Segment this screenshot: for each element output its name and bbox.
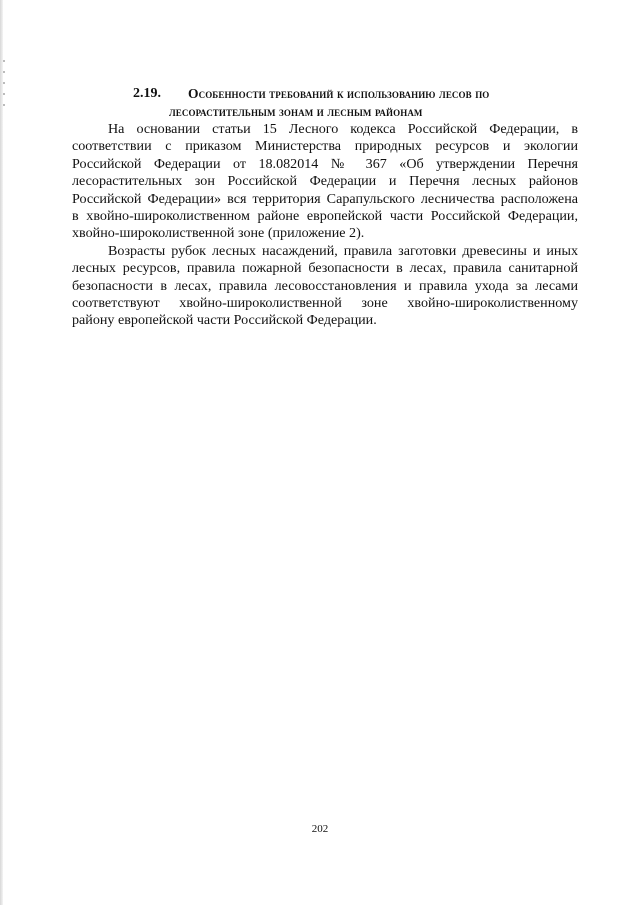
text-line: Российской Федерации от 18.082014 № 367 «Об утверждении Перечня <box>72 155 578 172</box>
scan-marks <box>3 60 5 120</box>
text-line: хвойно-широколиственной зоне (приложение 2). <box>72 225 365 242</box>
paragraph-1 <box>72 121 578 243</box>
text-line: лесорастительных зон Российской Федерации и Перечня лесных районов <box>72 173 578 190</box>
paragraph-2 <box>72 243 578 330</box>
text-line: лесных ресурсов, правила пожарной безопасности в лесах, правила санитарной <box>72 260 578 277</box>
text-line: в хвойно-широколиственном районе европейской части Российской Федерации, <box>72 208 578 225</box>
text-line: Возрасты рубок лесных насаждений, правила заготовки древесины и иных <box>108 242 578 259</box>
section-title-line-2: лесорастительным зонам и лесным районам <box>169 104 423 119</box>
text-line: Российской Федерации» вся территория Сарапульского лесничества расположена <box>72 190 578 207</box>
text-line: На основании статьи 15 Лесного кодекса Российской Федерации, в <box>108 121 578 137</box>
text-line: безопасности в лесах, правила лесовосстановления и правила ухода за лесами <box>72 277 578 294</box>
body-text <box>72 121 578 330</box>
text-line: району европейской части Российской Федерации. <box>72 312 377 329</box>
page-number: 202 <box>311 823 329 835</box>
text-line: соответствии с приказом Министерства природных ресурсов и экологии <box>72 138 578 155</box>
section-title-line-1: Особенности требований к использованию лесов по <box>188 86 490 101</box>
section-number: 2.19. <box>133 86 161 101</box>
text-line: соответствуют хвойно-широколиственной зоне хвойно-широколиственному <box>72 295 578 312</box>
scan-edge <box>0 0 3 905</box>
